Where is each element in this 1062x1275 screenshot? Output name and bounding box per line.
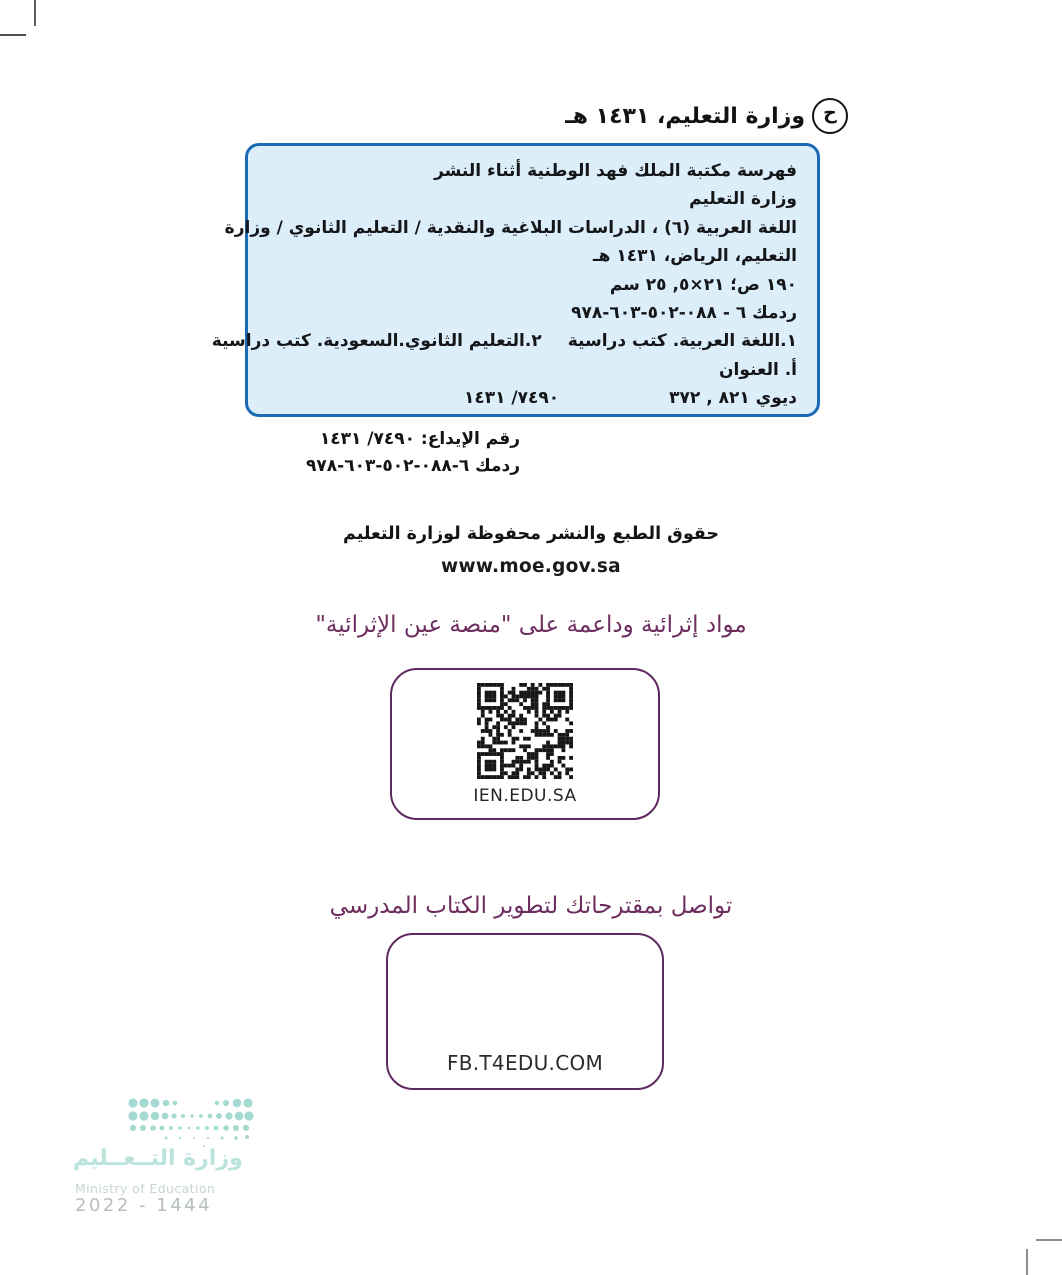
catalog-line-title: فهرسة مكتبة الملك فهد الوطنية أثناء النشر	[434, 161, 797, 181]
dewey-number: ديوي ٨٢١ , ٣٧٢	[669, 388, 797, 409]
crop-mark-top-left-vertical	[34, 0, 36, 26]
catalog-line-author: وزارة التعليم	[689, 189, 797, 210]
ien-url: IEN.EDU.SA	[473, 786, 577, 806]
legal-deposit-block	[306, 426, 520, 480]
catalog-line-title-entry: أ. العنوان	[719, 359, 797, 380]
deposit-number-line: رقم الإيداع: ٧٤٩٠/ ١٤٣١	[319, 429, 520, 449]
copyright-text: وزارة التعليم، ١٤٣١ هـ	[565, 103, 805, 129]
catalog-line-city-year: التعليم، الرياض، ١٤٣١ هـ	[592, 246, 797, 267]
catalog-line-size: ١٩٠ ص؛ ٢١×٥, ٢٥ سم	[609, 274, 797, 295]
ministry-of-education-logo	[118, 1088, 264, 1152]
rights-reserved-line: حقوق الطبع والنشر محفوظة لوزارة التعليم	[342, 524, 720, 544]
subject-2: ٢.التعليم الثانوي.السعودية. كتب دراسية	[211, 331, 542, 352]
cataloging-in-publication-box	[211, 143, 820, 417]
feedback-url: FB.T4EDU.COM	[446, 1051, 604, 1075]
ien-qr-code	[477, 683, 573, 779]
edition-years: 2022 - 1444	[75, 1195, 213, 1216]
feedback-heading: تواصل بمقترحاتك لتطوير الكتاب المدرسي	[329, 893, 733, 919]
ien-enrichment-heading: مواد إثرائية وداعمة على "منصة عين الإثرائية"	[315, 612, 747, 638]
catalog-line-book: اللغة العربية (٦) ، الدراسات البلاغية والنقدية / التعليم الثانوي / وزارة	[224, 217, 797, 238]
copyright-ha-symbol: ح	[812, 98, 848, 134]
ministry-wordmark-arabic: وزارة التــعــليم	[73, 1146, 243, 1171]
ien-qr-card	[390, 668, 660, 820]
crop-mark-bottom-right-horizontal	[1036, 1239, 1062, 1241]
ministry-wordmark-english: Ministry of Education	[75, 1181, 216, 1196]
subject-1: ١.اللغة العربية. كتب دراسية	[567, 331, 797, 352]
isbn-line: ردمك ٦-٠٨٨-٥٠٢-٦٠٣-٩٧٨	[306, 456, 520, 476]
crop-mark-top-left-horizontal	[0, 34, 26, 36]
catalog-line-subjects	[211, 327, 797, 355]
moe-website-url: www.moe.gov.sa	[441, 556, 621, 577]
catalog-line-isbn: ردمك ٦ - ٠٨٨-٥٠٢-٦٠٣-٩٧٨	[571, 303, 797, 324]
deposit-number: ٧٤٩٠/ ١٤٣١	[463, 388, 560, 409]
feedback-card	[386, 933, 664, 1090]
crop-mark-bottom-right-vertical	[1026, 1249, 1028, 1275]
catalog-line-dewey-deposit	[264, 384, 797, 412]
copyright-notice	[565, 98, 848, 134]
